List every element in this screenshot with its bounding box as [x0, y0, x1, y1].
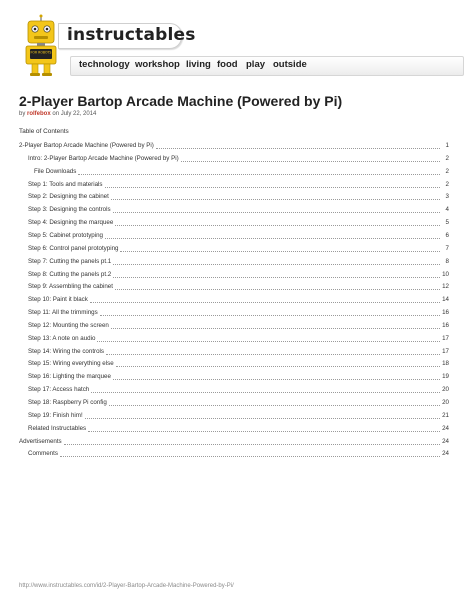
toc-dot-leader: [91, 388, 440, 393]
toc-entry-label: Step 18: Raspberry Pi config: [28, 399, 107, 406]
toc-entry-label: Step 19: Finish him!: [28, 411, 83, 419]
toc-entry-label: Step 14: Wiring the controls: [28, 347, 105, 355]
toc-entry-label: Step 12: Mounting the screen: [28, 321, 109, 329]
toc-entry-label: Step 8: Cutting the panels pt.2: [28, 270, 112, 278]
toc-dot-leader: [113, 208, 440, 213]
toc-entry-page-number: 7: [445, 244, 449, 252]
toc-entry-label: Step 4: Designing the marquee: [28, 219, 114, 227]
toc-entry-page-number: 1: [445, 142, 449, 149]
toc-entry[interactable]: [28, 219, 449, 228]
toc-entry-page-number: 16: [442, 321, 449, 329]
toc-dot-leader: [88, 427, 440, 432]
toc-dot-leader: [115, 285, 440, 290]
toc-dot-leader: [116, 362, 440, 367]
toc-entry-page-number: 20: [442, 399, 449, 406]
toc-entry[interactable]: [28, 399, 449, 408]
byline: [19, 111, 96, 117]
toc-entry-label: Step 11: All the trimmings: [28, 309, 98, 317]
toc-entry-label: Comments: [28, 450, 58, 458]
instructables-robot-logo-icon: [24, 14, 58, 76]
toc-entry-page-number: 3: [445, 193, 449, 201]
toc-dot-leader: [181, 157, 440, 162]
toc-dot-leader: [115, 221, 440, 226]
toc-entry-page-number: 24: [442, 450, 449, 458]
toc-entry[interactable]: [19, 438, 449, 447]
toc-entry[interactable]: [28, 155, 449, 164]
toc-dot-leader: [111, 195, 440, 200]
toc-dot-leader: [85, 414, 440, 419]
toc-dot-leader: [97, 337, 440, 342]
toc-entry[interactable]: [28, 181, 449, 190]
nav-link-living[interactable]: living: [186, 59, 211, 70]
category-nav: [70, 56, 464, 76]
toc-dot-leader: [109, 401, 440, 406]
toc-entry-page-number: 2: [445, 167, 449, 175]
toc-entry[interactable]: [19, 142, 449, 151]
toc-entry-page-number: 2: [445, 154, 449, 162]
toc-entry-page-number: 2: [445, 180, 449, 188]
toc-entry[interactable]: [28, 309, 449, 318]
toc-entry[interactable]: [28, 206, 449, 215]
toc-entry[interactable]: [28, 283, 449, 292]
toc-entry-page-number: 8: [445, 257, 449, 265]
toc-dot-leader: [106, 350, 440, 355]
nav-link-play[interactable]: play: [246, 59, 266, 70]
toc-dot-leader: [113, 375, 440, 380]
toc-entry-page-number: 21: [442, 411, 449, 419]
toc-entry-page-number: 14: [442, 296, 449, 304]
toc-entry[interactable]: [28, 271, 449, 280]
toc-entry[interactable]: [28, 232, 449, 241]
nav-link-food[interactable]: food: [217, 59, 238, 70]
toc-entry-label: Step 6: Control panel prototyping: [28, 244, 119, 252]
toc-entry-page-number: 20: [442, 386, 449, 394]
toc-entry[interactable]: [28, 412, 449, 421]
toc-entry[interactable]: [28, 386, 449, 395]
nav-link-workshop[interactable]: workshop: [135, 59, 180, 70]
toc-entry[interactable]: [28, 373, 449, 382]
byline-prefix: by: [19, 111, 26, 117]
nav-link-outside[interactable]: outside: [273, 59, 307, 70]
toc-entry-page-number: 19: [442, 373, 449, 381]
toc-entry-page-number: 10: [442, 270, 449, 278]
toc-entry-label: Step 16: Lighting the marquee: [28, 373, 111, 381]
toc-dot-leader: [100, 311, 440, 316]
toc-entry[interactable]: [28, 450, 449, 459]
toc-entry-label: Advertisements: [19, 437, 62, 445]
toc-entry-label: Step 7: Cutting the panels pt.1: [28, 257, 112, 265]
toc-entry-label: Step 10: Paint it black: [28, 296, 88, 304]
toc-entry[interactable]: [28, 335, 449, 344]
toc-entry-page-number: 4: [445, 206, 449, 214]
toc-dot-leader: [113, 260, 440, 265]
toc-entry[interactable]: [28, 296, 449, 305]
toc-entry-label: Intro: 2-Player Bartop Arcade Machine (Powered by Pi): [28, 154, 179, 162]
toc-entry[interactable]: [28, 425, 449, 434]
toc-entry[interactable]: [28, 245, 449, 254]
toc-entry-label: Step 9: Assembling the cabinet: [28, 283, 113, 291]
toc-entry-label: Step 13: A note on audio: [28, 334, 96, 342]
toc-entry[interactable]: [28, 360, 449, 369]
toc-entry-label: Step 17: Access hatch: [28, 386, 90, 394]
toc-entry-label: File Downloads: [34, 167, 77, 175]
toc-entry-page-number: 12: [442, 283, 449, 291]
toc-dot-leader: [156, 144, 440, 149]
site-logo[interactable]: [58, 23, 196, 49]
toc-entry[interactable]: [28, 348, 449, 357]
toc-entry-page-number: 17: [442, 334, 449, 342]
toc-entry-label: Step 3: Designing the controls: [28, 206, 111, 214]
toc-entry-page-number: 6: [445, 231, 449, 239]
toc-entry-page-number: 24: [442, 437, 449, 445]
toc-entry-label: Step 1: Tools and materials: [28, 180, 103, 188]
nav-link-technology[interactable]: technology: [79, 59, 130, 70]
toc-entry-label: 2-Player Bartop Arcade Machine (Powered by Pi): [19, 142, 154, 149]
toc-entry[interactable]: [34, 168, 449, 177]
toc-entry-page-number: 24: [442, 424, 449, 432]
toc-dot-leader: [64, 440, 440, 445]
site-header: [0, 0, 474, 80]
toc-dot-leader: [105, 183, 440, 188]
toc-entry[interactable]: [28, 258, 449, 267]
toc-entry-label: Step 15: Wiring everything else: [28, 360, 114, 368]
footer-url[interactable]: http://www.instructables.com/id/2-Player-Bartop-Arcade-Machine-Powered-by-Pi/: [19, 583, 234, 589]
toc-entry-page-number: 16: [442, 309, 449, 317]
toc-dot-leader: [113, 273, 440, 278]
document-title: 2-Player Bartop Arcade Machine (Powered by Pi): [19, 93, 343, 109]
site-logo-text: instructables: [67, 25, 196, 45]
toc-entry-label: Related Instructables: [28, 424, 87, 432]
toc-entry-page-number: 5: [445, 219, 449, 227]
toc-heading: Table of Contents: [19, 128, 69, 135]
toc-entry[interactable]: [28, 193, 449, 202]
toc-dot-leader: [78, 170, 440, 175]
toc-entry-label: Step 5: Cabinet prototyping: [28, 231, 103, 239]
publish-date: on July 22, 2014: [52, 111, 97, 117]
toc-dot-leader: [120, 247, 440, 252]
toc-entry-page-number: 17: [442, 347, 449, 355]
toc-dot-leader: [111, 324, 440, 329]
toc-entry[interactable]: [28, 322, 449, 331]
toc-entry-label: Step 2: Designing the cabinet: [28, 193, 109, 201]
author-link[interactable]: rolfebox: [27, 111, 51, 117]
toc-dot-leader: [60, 452, 440, 457]
toc-dot-leader: [90, 298, 440, 303]
toc-entry-page-number: 18: [442, 360, 449, 368]
robot-badge-text: FOR ROBOTS: [30, 50, 52, 55]
toc-dot-leader: [105, 234, 440, 239]
